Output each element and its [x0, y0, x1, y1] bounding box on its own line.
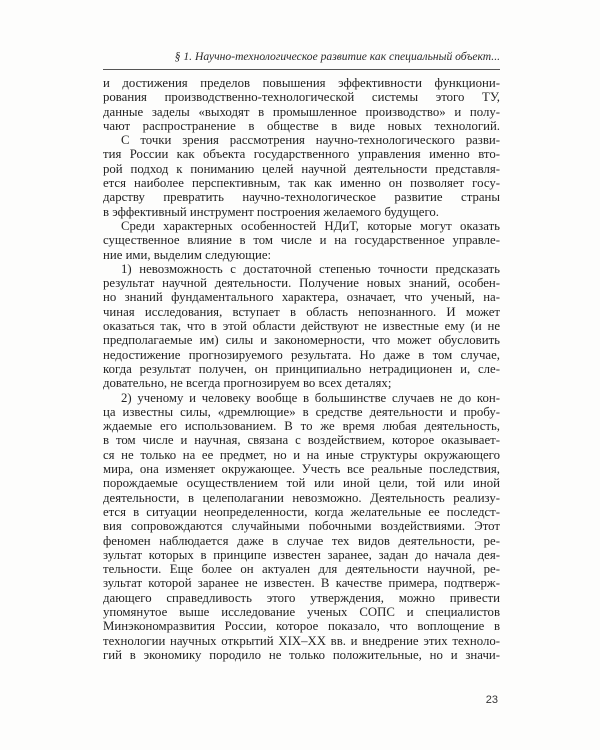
text-line: мира, она изменяет окружающее. Учесть все реальные последствия, — [103, 462, 500, 477]
text-line: ждаемые его использованием. В то же время любая деятельность, — [103, 419, 500, 434]
text-line: результат научной деятельности. Получение новых знаний, особен- — [103, 276, 500, 291]
paragraph — [103, 219, 500, 262]
text-line: зультат которой заранее не известен. В качестве примера, подтверж- — [103, 576, 500, 591]
text-line: гий в экономику породило не только положительные, но и значи- — [103, 647, 500, 662]
text-line: в том числе и научная, связана с воздействием, которое оказывает- — [103, 433, 500, 448]
text-line: в эффективный инструмент построения желаемого будущего. — [103, 204, 439, 219]
text-line: ние ими, выделим следующие: — [103, 247, 272, 262]
paragraph — [103, 133, 500, 219]
text-line: когда результат получен, он принципиально нетрадиционен и, сле- — [103, 361, 500, 376]
text-line: данные заделы «выходят в промышленное производство» и полу- — [103, 104, 500, 119]
text-line: упомянутое выше исследование ученых СОПС и специалистов — [103, 604, 500, 619]
text-line: С точки зрения рассмотрения научно-технологического разви- — [121, 133, 500, 148]
text-line: дающего справедливость этого утверждения, можно привести — [103, 590, 500, 605]
text-line: ется наиболее перспективным, так как именно он позволяет госу- — [103, 176, 500, 191]
text-line: порождаемые осуществлением той или иной цели, той или иной — [103, 476, 500, 491]
text-line: ца известны силы, «дремлющие» в средстве деятельности и пробу- — [103, 404, 500, 419]
text-line: Среди характерных особенностей НДиТ, которые могут оказать — [121, 218, 500, 233]
text-line: существенное влияние в том числе и на государственное управле- — [103, 233, 500, 248]
text-line: и достижения пределов повышения эффективности функциони- — [103, 76, 500, 90]
paragraph — [103, 391, 500, 663]
text-line: довательно, не всегда прогнозируем во всех деталях; — [103, 376, 392, 391]
text-line: 1) невозможность с достаточной степенью точности предсказать — [121, 261, 500, 276]
text-line: 2) ученому и человеку вообще в большинстве случаев не до кон- — [121, 390, 500, 405]
text-line: дарству превратить научно-технологическое развитие страны — [103, 190, 500, 205]
text-body — [103, 76, 500, 662]
text-line: чают распространение в обществе в виде новых технологий. — [103, 118, 500, 133]
text-line: технологии научных открытий XIX–XX вв. и внедрение этих техноло- — [103, 633, 500, 648]
text-line: но знаний фундаментального характера, означает, что ученый, на- — [103, 290, 500, 305]
header-rule — [103, 69, 500, 70]
text-line: вия сопровождаются случайными побочными воздействиями. Этот — [103, 519, 500, 534]
text-line: рой подход к пониманию целей научной деятельности представля- — [103, 161, 500, 176]
text-line: феномен наблюдается даже в случае тех видов деятельности, ре- — [103, 533, 500, 548]
running-header: § 1. Научно-технологическое развитие как специальный объект... — [174, 50, 500, 63]
paragraph — [103, 76, 500, 133]
text-line: ется в ситуации неопределенности, когда желательные ее последст- — [103, 504, 500, 519]
text-line: рования производственно-технологической системы этого ТУ, — [103, 90, 500, 105]
text-line: тия России как объекта государственного управления именно вто- — [103, 147, 500, 162]
text-line: чиная исследования, вступает в область непознанного. И может — [103, 304, 500, 319]
text-line: оказаться так, что в этой области действуют не известные ему (и не — [103, 319, 500, 334]
page-number: 23 — [485, 694, 498, 706]
text-line: тельности. Еще более он актуален для деятельности научной, ре- — [103, 562, 500, 577]
text-line: Минэкономразвития России, которое показало, что воплощение в — [103, 619, 500, 634]
paragraph — [103, 262, 500, 391]
text-line: предполагаемые им) силы и закономерности, что может обусловить — [103, 333, 500, 348]
text-line: недостижение прогнозируемого результата. Но даже в том случае, — [103, 347, 500, 362]
text-line: ся не только на ее предмет, но и на иные структуры окружающего — [103, 447, 500, 462]
text-line: зультат которых в принципе известен заранее, задан до начала дея- — [103, 547, 500, 562]
text-line: деятельности, в целеполагании невозможно. Деятельность реализу- — [103, 490, 500, 505]
